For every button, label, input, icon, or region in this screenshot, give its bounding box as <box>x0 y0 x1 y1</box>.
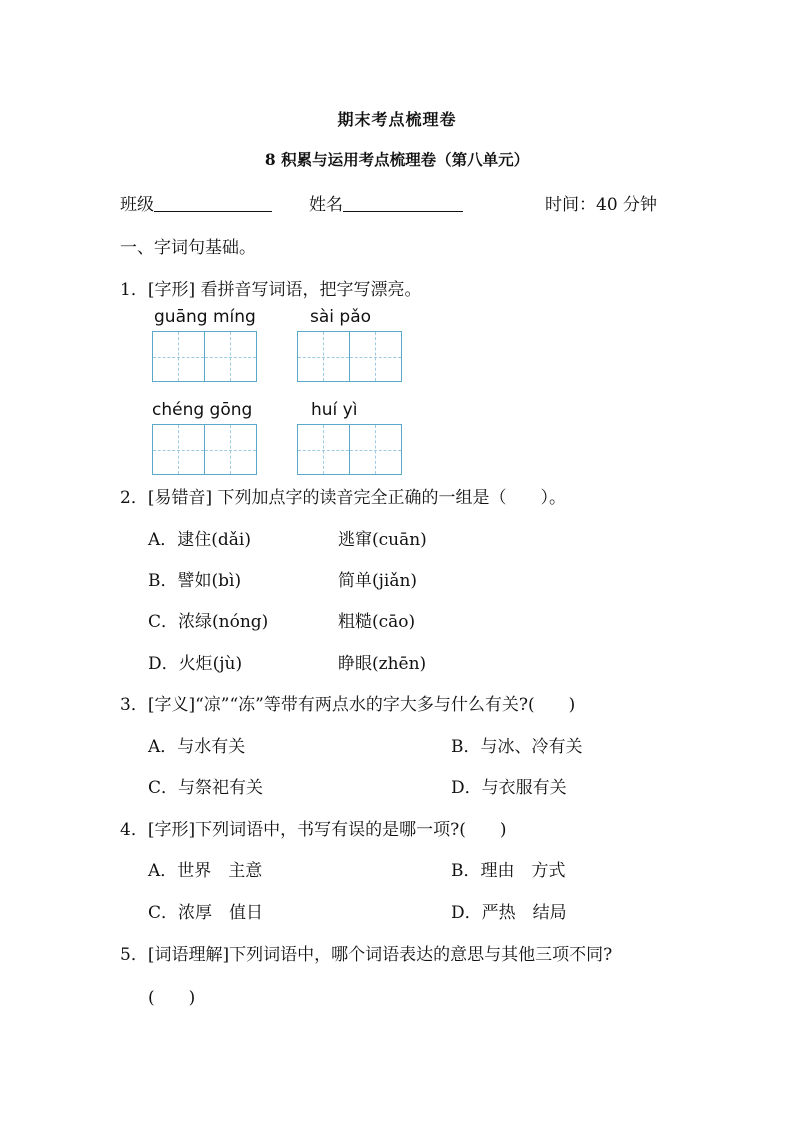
option[interactable] <box>148 856 262 881</box>
question-text: [字形] 看拼音写词语，把字写漂亮。 <box>147 280 422 300</box>
option-label: D． <box>451 778 482 798</box>
question-5 <box>120 940 612 965</box>
option-label: A． <box>148 530 178 550</box>
option-text: 与祭祀有关 <box>178 778 264 798</box>
option-text: 严热 结局 <box>481 903 567 923</box>
option[interactable] <box>451 732 583 757</box>
grid-cell[interactable] <box>298 425 350 474</box>
page-subtitle: 8 积累与运用考点梳理卷（第八单元） <box>264 150 530 169</box>
question-number: 2． <box>120 488 148 508</box>
option-label: B． <box>451 861 481 881</box>
option-label: C． <box>148 612 179 632</box>
option[interactable] <box>451 898 567 923</box>
answer-parentheses[interactable]: ( ) <box>148 988 196 1008</box>
question-text: [字义]“凉”“冻”等带有两点水的字大多与什么有关?( ) <box>147 695 576 715</box>
option-label: A． <box>148 737 178 757</box>
option-word: 简单(jiǎn) <box>338 571 418 591</box>
option-word: 睁眼(zhēn) <box>338 654 427 674</box>
question-2 <box>120 483 566 508</box>
option-label: A． <box>148 861 178 881</box>
question-number: 1． <box>120 280 148 300</box>
name-blank[interactable] <box>343 193 463 212</box>
option-word: 浓绿(nóng) <box>178 612 269 632</box>
question-number: 4． <box>120 820 148 840</box>
writing-grid[interactable] <box>297 331 402 382</box>
name-label: 姓名 <box>309 195 343 215</box>
grid-cell[interactable] <box>350 425 402 474</box>
option-label: D． <box>451 903 482 923</box>
option[interactable] <box>148 525 251 550</box>
pinyin-label: huí yì <box>311 400 358 420</box>
option-text: 与衣服有关 <box>481 778 567 798</box>
section-title: 一、字词句基础。 <box>120 238 256 258</box>
option-word: 譬如(bì) <box>177 571 242 591</box>
name-field <box>309 190 463 215</box>
class-label: 班级 <box>120 195 154 215</box>
pinyin-label: sài pǎo <box>310 307 372 327</box>
writing-grid[interactable] <box>297 424 402 475</box>
time-limit: 时间：40 分钟 <box>545 195 658 215</box>
option-text: 与冰、冷有关 <box>480 737 583 757</box>
option-text: 浓厚 值日 <box>178 903 264 923</box>
option[interactable] <box>451 856 566 881</box>
pinyin-label: chéng gōng <box>152 400 253 420</box>
option-label: C． <box>148 903 179 923</box>
question-3 <box>120 690 575 715</box>
grid-cell[interactable] <box>350 332 402 381</box>
option-word: 火炬(jù) <box>178 654 243 674</box>
grid-cell[interactable] <box>205 332 257 381</box>
option-word: 逮住(dǎi) <box>177 530 252 550</box>
grid-cell[interactable] <box>298 332 350 381</box>
class-blank[interactable] <box>154 193 272 212</box>
option[interactable] <box>148 649 242 674</box>
option[interactable] <box>148 773 263 798</box>
question-number: 3． <box>120 695 148 715</box>
question-1 <box>120 275 422 300</box>
option[interactable] <box>451 773 567 798</box>
grid-cell[interactable] <box>205 425 257 474</box>
option[interactable] <box>148 607 268 632</box>
option-label: B． <box>148 571 178 591</box>
option[interactable] <box>148 898 263 923</box>
option-label: C． <box>148 778 179 798</box>
page-title: 期末考点梳理卷 <box>337 110 457 129</box>
option-label: D． <box>148 654 179 674</box>
question-text: [易错音] 下列加点字的读音完全正确的一组是（ ）。 <box>147 488 566 508</box>
question-text: [字形]下列词语中，书写有误的是哪一项?( ) <box>147 820 507 840</box>
writing-grid[interactable] <box>152 331 257 382</box>
option-word: 逃窜(cuān) <box>338 530 427 550</box>
option[interactable] <box>148 566 241 591</box>
question-text: [词语理解]下列词语中，哪个词语表达的意思与其他三项不同? <box>147 945 613 965</box>
pinyin-label: guāng míng <box>154 307 256 327</box>
option-text: 世界 主意 <box>177 861 263 881</box>
question-number: 5． <box>120 945 148 965</box>
option-text: 理由 方式 <box>480 861 566 881</box>
grid-cell[interactable] <box>153 332 205 381</box>
class-field <box>120 190 272 215</box>
option-word: 粗糙(cāo) <box>338 612 416 632</box>
option-text: 与水有关 <box>177 737 246 757</box>
writing-grid[interactable] <box>152 424 257 475</box>
question-4 <box>120 815 506 840</box>
option[interactable] <box>148 732 245 757</box>
option-label: B． <box>451 737 481 757</box>
grid-cell[interactable] <box>153 425 205 474</box>
